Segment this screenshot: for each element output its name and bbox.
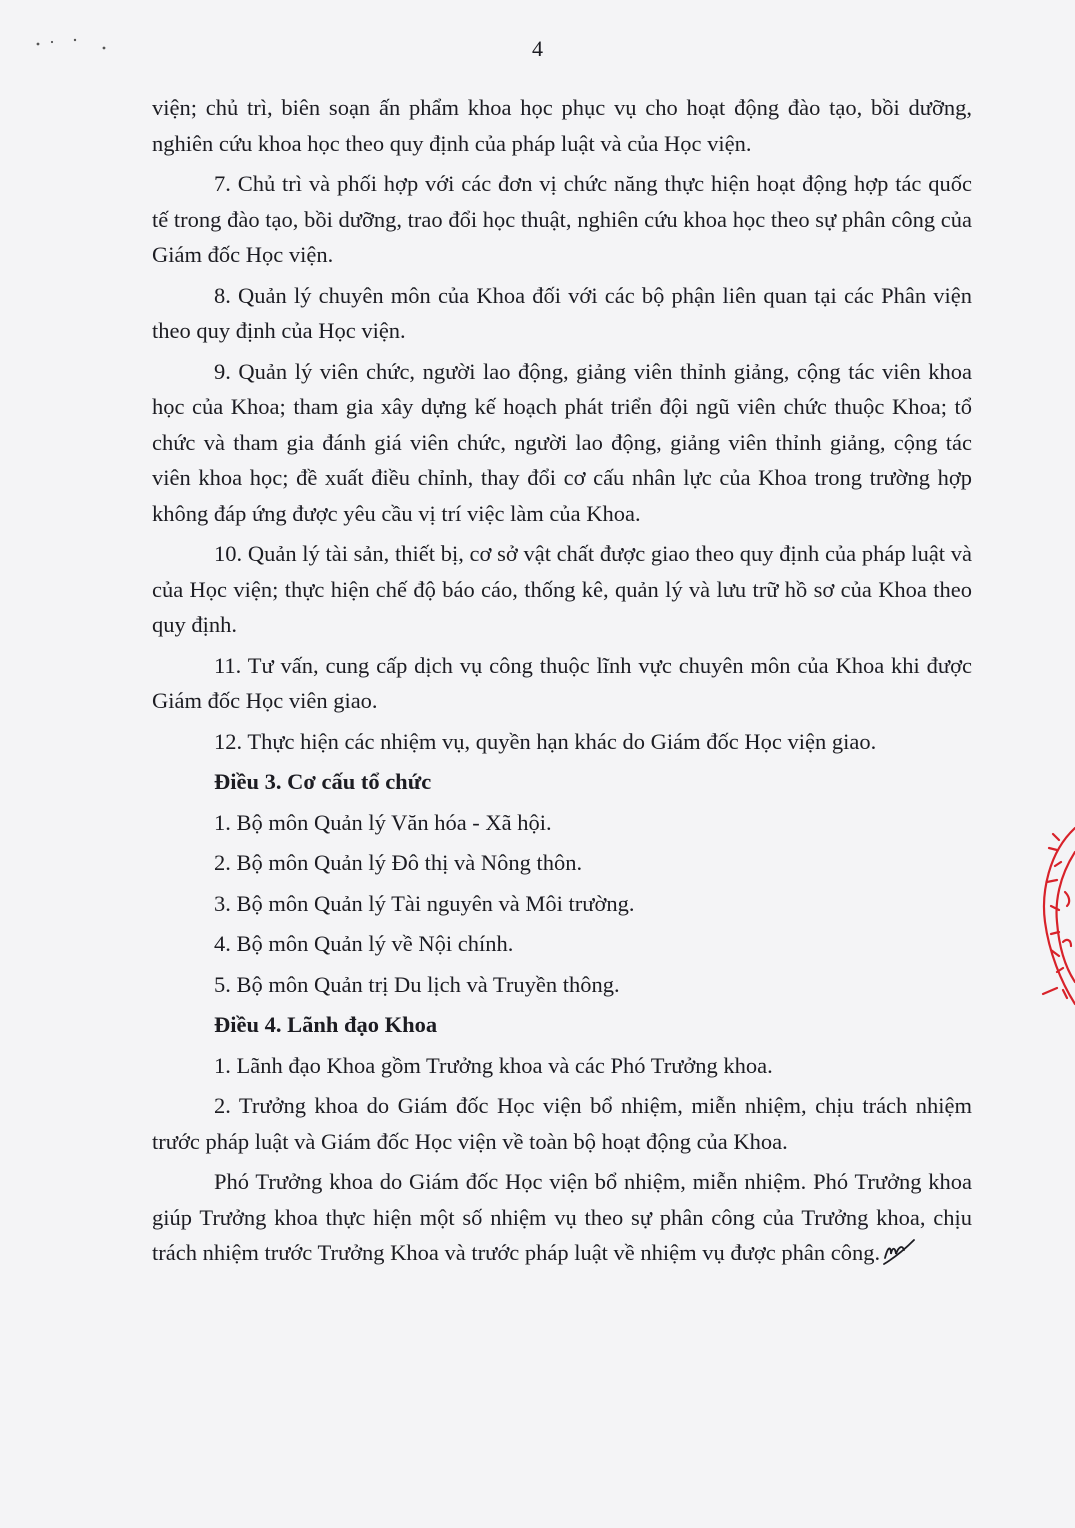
document-body xyxy=(152,90,972,1276)
paragraph xyxy=(152,1164,972,1271)
paragraph-text: 7. Chủ trì và phối hợp với các đơn vị chức năng thực hiện hoạt động hợp tác quốc tế trong đào tạo, bồi dưỡng, trao đổi học thuật, nghiên cứu khoa học theo sự phân công của Giám đốc Học viện. xyxy=(152,171,972,267)
paragraph xyxy=(152,845,972,881)
paragraph-text: 12. Thực hiện các nhiệm vụ, quyền hạn khác do Giám đốc Học viện giao. xyxy=(214,728,877,754)
paragraph xyxy=(152,1048,972,1084)
paragraph-text: Phó Trưởng khoa do Giám đốc Học viện bổ nhiệm, miễn nhiệm. Phó Trưởng khoa giúp Trưởng khoa thực hiện một số nhiệm vụ theo sự phân công của Trưởng khoa, chịu trách nhiệm trước Trưởng Khoa và trước pháp luật về nhiệm vụ được phân công. xyxy=(152,1169,972,1265)
paragraph-text: 1. Lãnh đạo Khoa gồm Trưởng khoa và các Phó Trưởng khoa. xyxy=(214,1052,773,1078)
paragraph-text: 3. Bộ môn Quản lý Tài nguyên và Môi trường. xyxy=(214,890,635,916)
article-heading xyxy=(152,764,972,800)
paragraph-text: 9. Quản lý viên chức, người lao động, giảng viên thỉnh giảng, cộng tác viên khoa học của Khoa; tham gia xây dựng kế hoạch phát triển đội ngũ viên chức thuộc Khoa; tổ chức và tham gia đánh giá viên chức, người lao động, giảng viên thỉnh giảng, cộng tác viên khoa học; đề xuất điều chỉnh, thay đổi cơ cấu nhân lực của Khoa trong trường hợp không đáp ứng được yêu cầu vị trí việc làm của Khoa. xyxy=(152,358,972,526)
paragraph xyxy=(152,648,972,719)
paragraph-text: Điều 4. Lãnh đạo Khoa xyxy=(214,1012,438,1037)
paragraph-text: 4. Bộ môn Quản lý về Nội chính. xyxy=(214,931,514,956)
paragraph xyxy=(152,805,972,841)
paragraph xyxy=(152,886,972,922)
initials-signature xyxy=(882,1236,916,1266)
paragraph xyxy=(152,166,972,273)
paragraph xyxy=(152,926,972,962)
paragraph-text: 11. Tư vấn, cung cấp dịch vụ công thuộc lĩnh vực chuyên môn của Khoa khi được Giám đốc Học viên giao. xyxy=(152,652,972,713)
paragraph xyxy=(152,724,972,760)
article-heading xyxy=(152,1007,972,1043)
paragraph xyxy=(152,278,972,349)
paragraph-text: viện; chủ trì, biên soạn ấn phẩm khoa học phục vụ cho hoạt động đào tạo, bồi dưỡng, nghiên cứu khoa học theo quy định của pháp luật và của Học viện. xyxy=(152,95,972,156)
paragraph xyxy=(152,536,972,643)
paragraph xyxy=(152,967,972,1003)
paragraph-text: 10. Quản lý tài sản, thiết bị, cơ sở vật chất được giao theo quy định của pháp luật và của Học viện; thực hiện chế độ báo cáo, thống kê, quản lý và lưu trữ hồ sơ của Khoa theo quy định. xyxy=(152,541,972,637)
paragraph-text: 8. Quản lý chuyên môn của Khoa đối với các bộ phận liên quan tại các Phân viện theo quy định của Học viện. xyxy=(152,282,972,343)
paragraph-text: 2. Bộ môn Quản lý Đô thị và Nông thôn. xyxy=(214,850,583,875)
paragraph-text: 2. Trưởng khoa do Giám đốc Học viện bổ nhiệm, miễn nhiệm, chịu trách nhiệm trước pháp luật và Giám đốc Học viện về toàn bộ hoạt động của Khoa. xyxy=(152,1093,972,1154)
paragraph-text: Điều 3. Cơ cấu tổ chức xyxy=(214,769,432,794)
paragraph-text: 5. Bộ môn Quản trị Du lịch và Truyền thông. xyxy=(214,971,620,997)
paragraph xyxy=(152,90,972,161)
paragraph xyxy=(152,1088,972,1159)
paragraph-text: 1. Bộ môn Quản lý Văn hóa - Xã hội. xyxy=(214,809,552,835)
paragraph xyxy=(152,354,972,532)
page-number: 4 xyxy=(532,36,543,61)
red-seal-stamp xyxy=(1039,822,1075,1012)
